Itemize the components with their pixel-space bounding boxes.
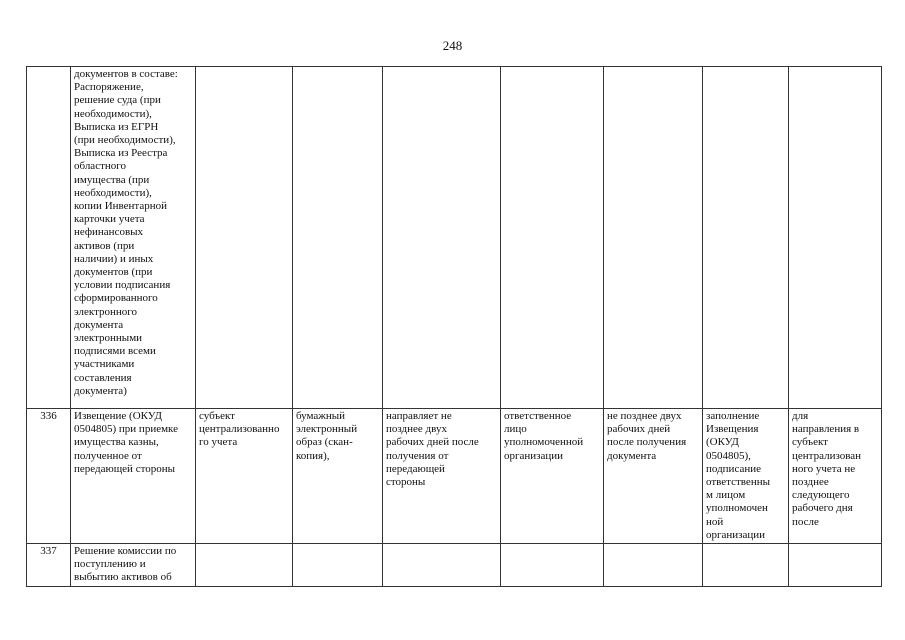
table-cell: ответственное лицо уполномоченной организации <box>501 409 604 544</box>
table-cell: заполнение Извещения (ОКУД 0504805), подписание ответственны м лицом уполномочен ной организации <box>703 409 789 544</box>
table-cell: не позднее двух рабочих дней после получения документа <box>604 409 703 544</box>
row-number: 336 <box>27 409 71 544</box>
document-name-cell: Извещение (ОКУД 0504805) при приемке имущества казны, полученное от передающей стороны <box>71 409 196 544</box>
document-table <box>26 66 882 587</box>
table-cell <box>196 67 293 409</box>
table-cell: для направления в субъект централизован ного учета не позднее следующего рабочего дня после <box>789 409 882 544</box>
table-row <box>27 544 882 587</box>
table-cell <box>501 67 604 409</box>
table-cell <box>703 544 789 587</box>
row-number: 337 <box>27 544 71 587</box>
table-cell <box>196 544 293 587</box>
table-cell: субъект централизованно го учета <box>196 409 293 544</box>
table-row <box>27 67 882 409</box>
table-cell <box>383 67 501 409</box>
table-cell <box>604 544 703 587</box>
row-number <box>27 67 71 409</box>
table-cell <box>293 544 383 587</box>
table-cell <box>604 67 703 409</box>
table-row <box>27 409 882 544</box>
table-cell <box>789 544 882 587</box>
document-name-cell: документов в составе: Распоряжение, решение суда (при необходимости), Выписка из ЕГРН (при необходимости), Выписка из Реестра областного имущества (при необходимости), копии Инвентарной карточки учета нефинансовых активов (при наличии) и иных документов (при условии подписания сформированного электронного документа электронными подписями всеми участниками составления документа) <box>71 67 196 409</box>
table-cell <box>501 544 604 587</box>
table-cell: направляет не позднее двух рабочих дней после получения от передающей стороны <box>383 409 501 544</box>
table-cell: бумажный электронный образ (скан- копия), <box>293 409 383 544</box>
table-cell <box>789 67 882 409</box>
table-cell <box>383 544 501 587</box>
table-cell <box>293 67 383 409</box>
table-cell <box>703 67 789 409</box>
page-number: 248 <box>442 38 463 53</box>
document-name-cell: Решение комиссии по поступлению и выбытию активов об <box>71 544 196 587</box>
